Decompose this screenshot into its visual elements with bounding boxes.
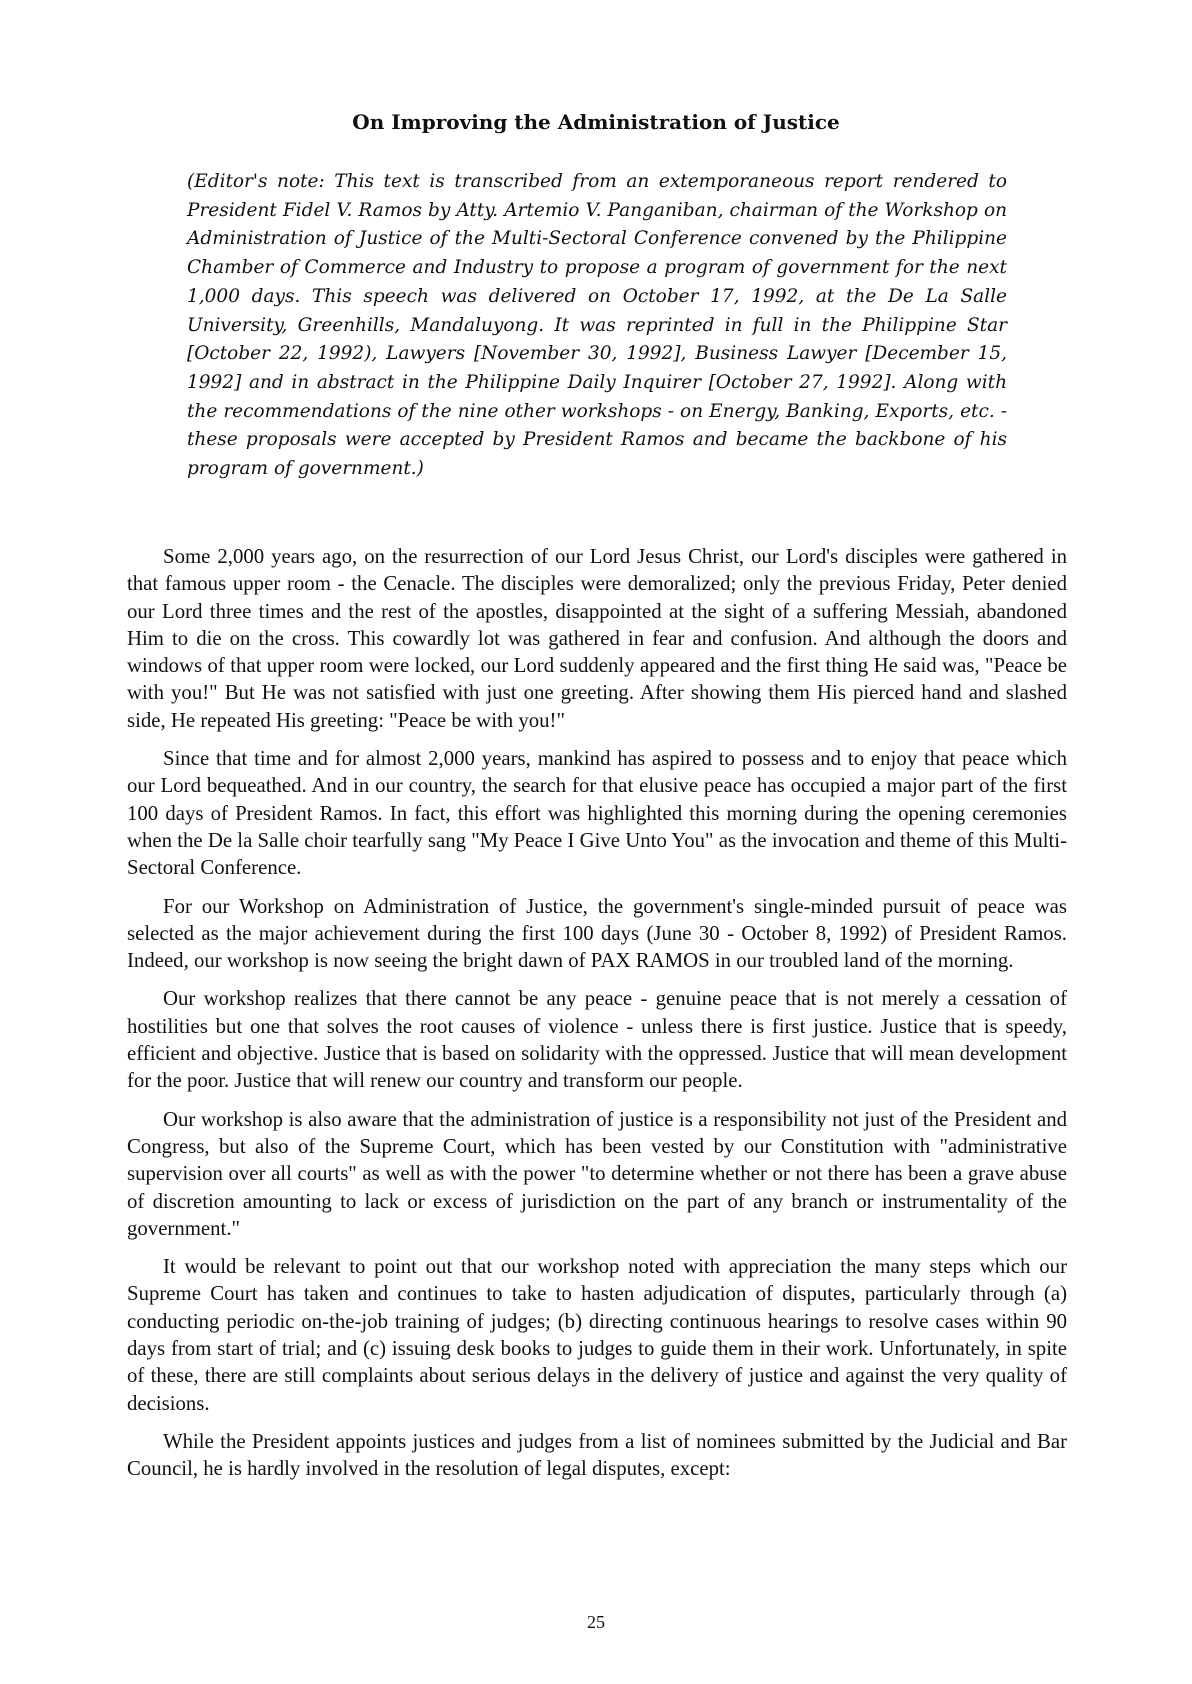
editor-note: (Editor's note: This text is transcribed from an extemporaneous report rendered to President Fidel V. Ramos by Atty. Artemio V. Panganiban, chairman of the Workshop on Administration of Justice of the Multi-Sectoral Conference convened by the Philippine Chamber of Commerce and Industry to propose a program of government for the next 1,000 days. This speech was delivered on October 17, 1992, at the De La Salle University, Greenhills, Mandaluyong. It was reprinted in full in the Philippine Star [October 22, 1992), Lawyers [November 30, 1992], Business Lawyer [December 15, 1992] and in abstract in the Philippine Daily Inquirer [October 27, 1992]. Along with the recommendations of the nine other workshops - on Energy, Banking, Exports, etc. - these proposals were accepted by President Ramos and became the backbone of his program of government.) xyxy=(187,171,1007,480)
paragraph: It would be relevant to point out that our workshop noted with appreciation the many steps which our Supreme Court has taken and continues to take to hasten adjudication of disputes, particularly through (a) conducting periodic on-the-job training of judges; (b) directing continuous hearings to resolve cases within 90 days from start of trial; and (c) issuing desk books to judges to guide them in their work. Unfortunately, in spite of these, there are still complaints about serious delays in the delivery of justice and against the very quality of decisions. xyxy=(127,1255,1067,1415)
document-title: On Improving the Administration of Justice xyxy=(352,110,840,134)
paragraph: For our Workshop on Administration of Justice, the government's single-minded pursuit of peace was selected as the major achievement during the first 100 days (June 30 - October 8, 1992) of President Ramos. Indeed, our workshop is now seeing the bright dawn of PAX RAMOS in our troubled land of the morning. xyxy=(127,894,1067,973)
paragraph: Some 2,000 years ago, on the resurrection of our Lord Jesus Christ, our Lord's disciples were gathered in that famous upper room - the Cenacle. The disciples were demoralized; only the previous Friday, Peter denied our Lord three times and the rest of the apostles, disappointed at the sight of a suffering Messiah, abandoned Him to die on the cross. This cowardly lot was gathered in fear and confusion. And although the doors and windows of that upper room were locked, our Lord suddenly appeared and the first thing He said was, "Peace be with you!" But He was not satisfied with just one greeting. After showing them His pierced hand and slashed side, He repeated His greeting: "Peace be with you!" xyxy=(127,545,1067,732)
paragraph: Since that time and for almost 2,000 years, mankind has aspired to possess and to enjoy that peace which our Lord bequeathed. And in our country, the search for that elusive peace has occupied a major part of the first 100 days of President Ramos. In fact, this effort was highlighted this morning during the opening ceremonies when the De la Salle choir tearfully sang "My Peace I Give Unto You" as the invocation and theme of this Multi-Sectoral Conference. xyxy=(127,747,1067,880)
page-number: 25 xyxy=(587,1612,605,1632)
paragraph: Our workshop realizes that there cannot be any peace - genuine peace that is not merely a cessation of hostilities but one that solves the root causes of violence - unless there is first justice. Justice that is speedy, efficient and objective. Justice that is based on solidarity with the oppressed. Justice that will mean development for the poor. Justice that will renew our country and transform our people. xyxy=(127,987,1067,1093)
body-text xyxy=(127,543,1067,1494)
paragraph: While the President appoints justices and judges from a list of nominees submitted by the Judicial and Bar Council, he is hardly involved in the resolution of legal disputes, except: xyxy=(127,1429,1067,1481)
paragraph: Our workshop is also aware that the administration of justice is a responsibility not just of the President and Congress, but also of the Supreme Court, which has been vested by our Constitution with "administrative supervision over all courts" as well as with the power "to determine whether or not there has been a grave abuse of discretion amounting to lack or excess of jurisdiction on the part of any branch or instrumentality of the government." xyxy=(127,1107,1067,1240)
